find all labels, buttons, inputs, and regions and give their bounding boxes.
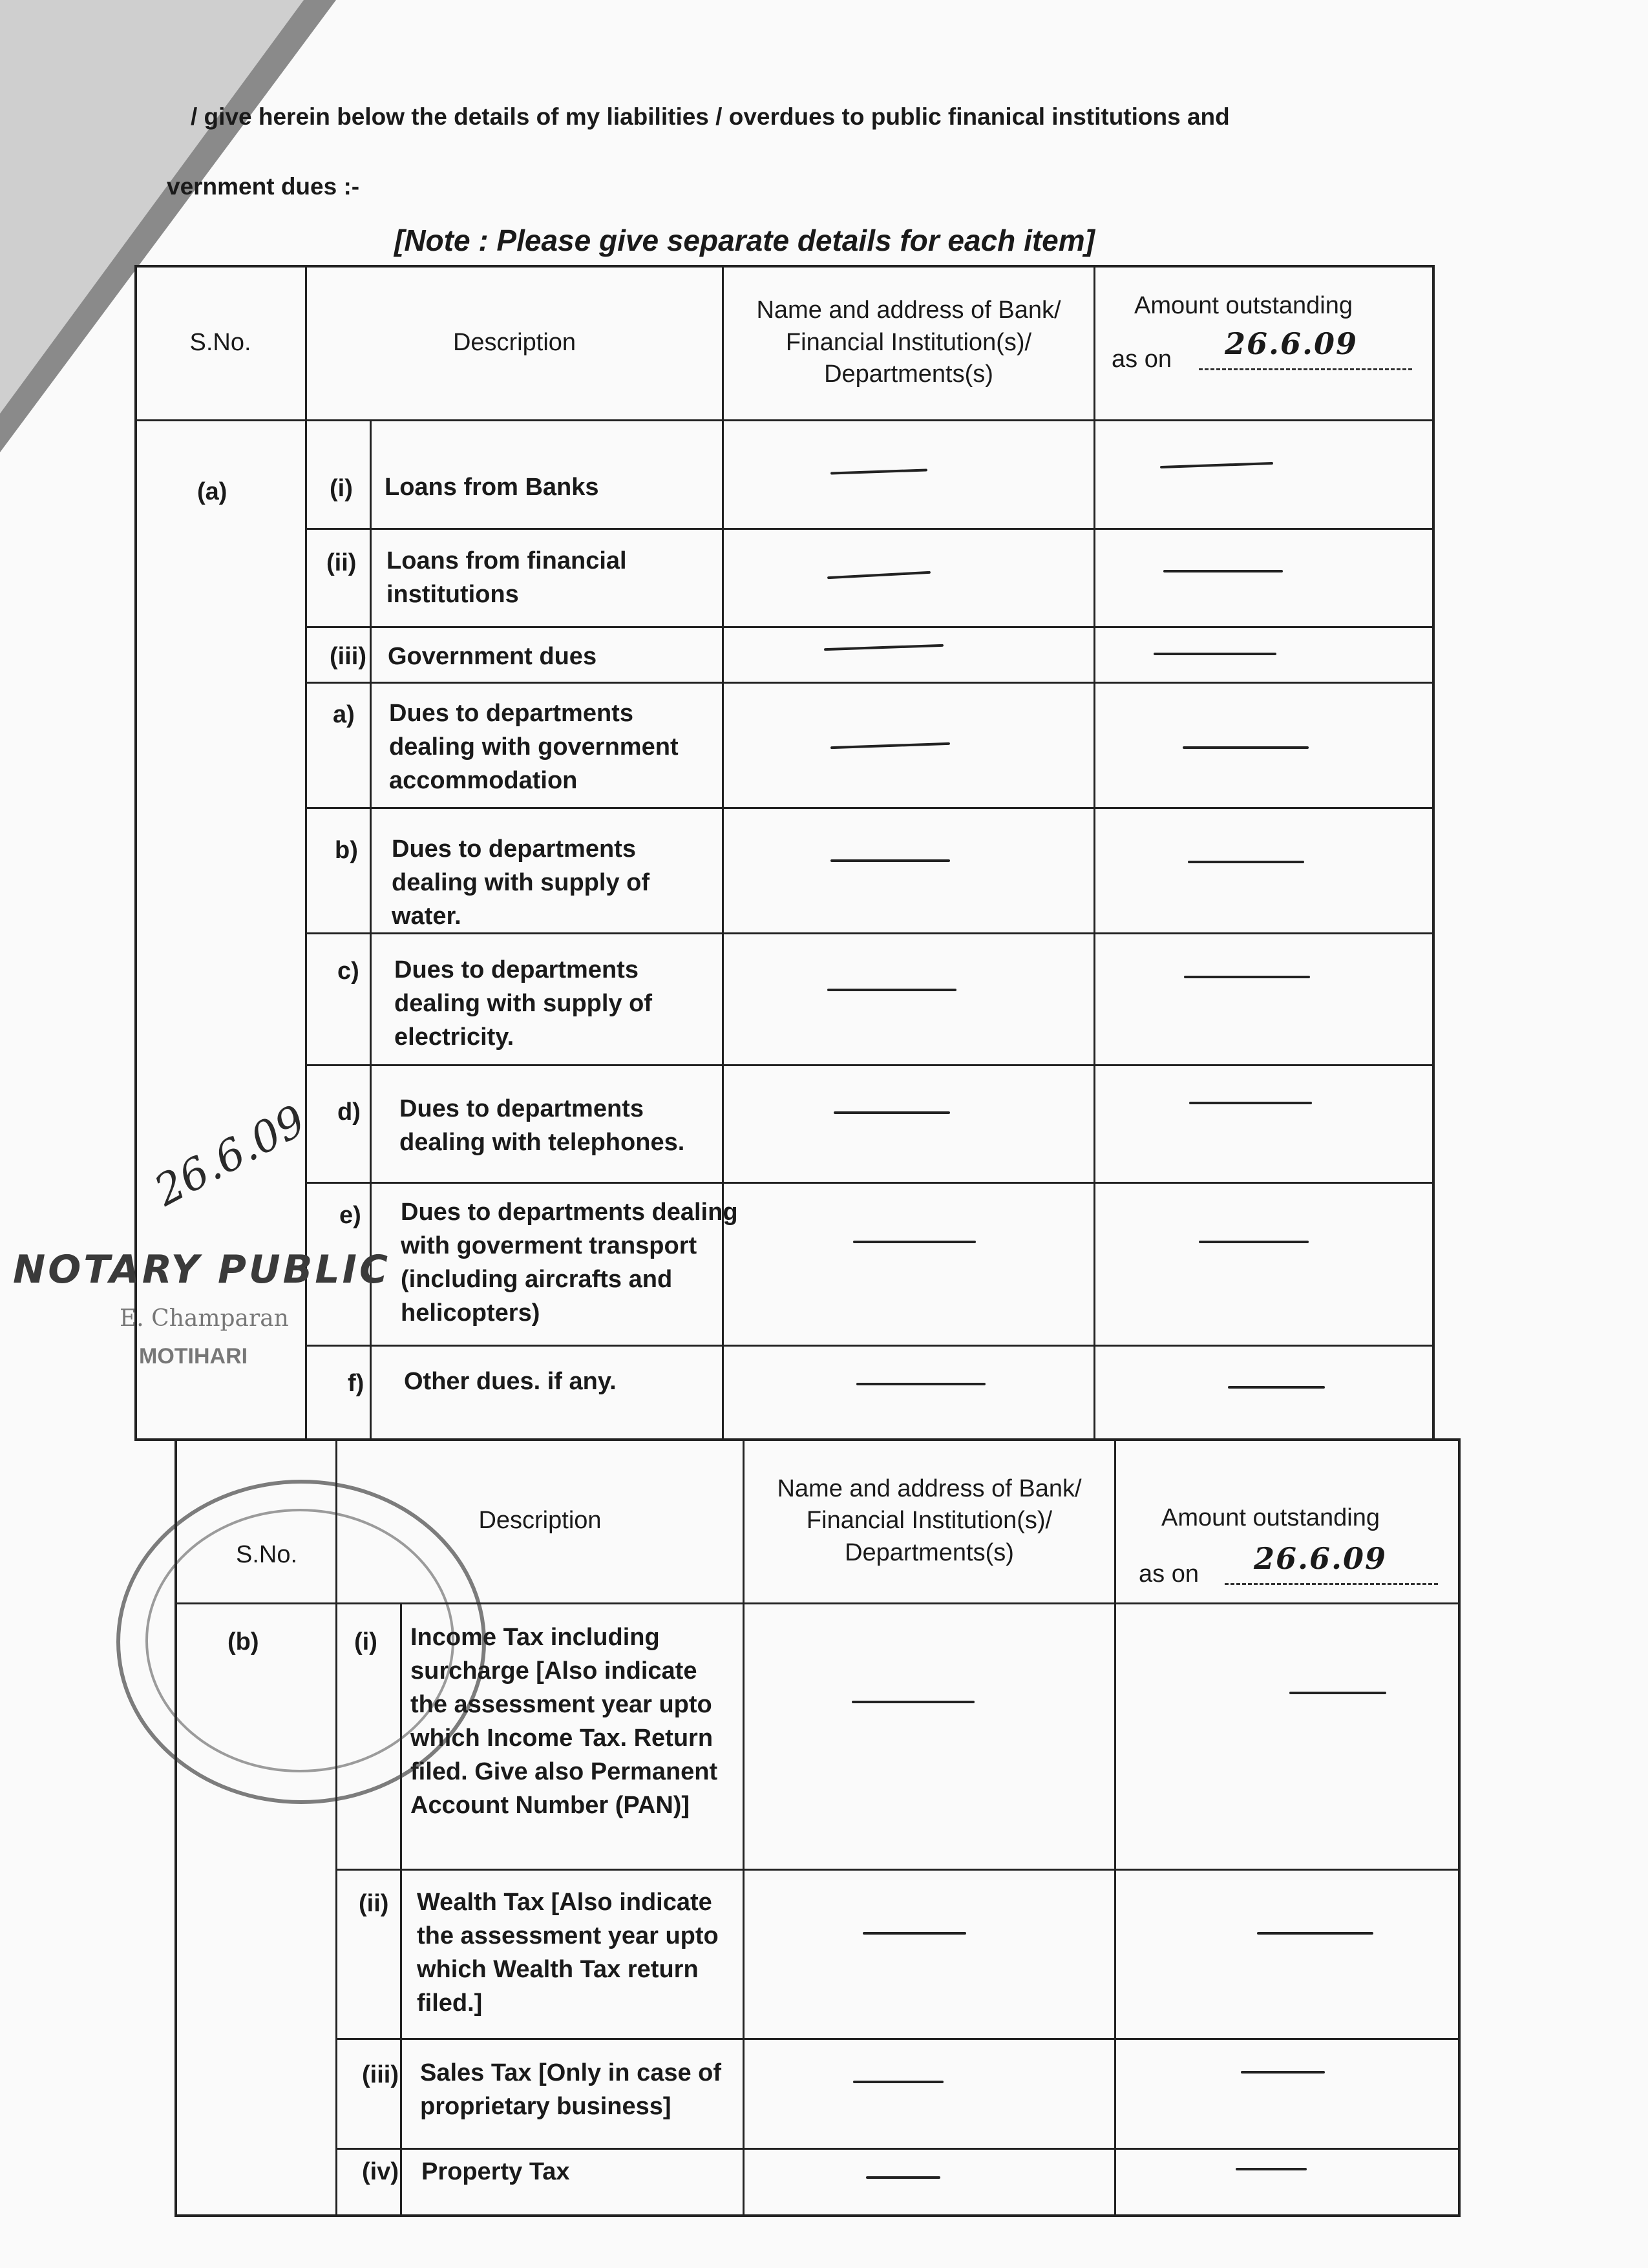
amount-dash [1241, 2071, 1325, 2074]
amount-dash [1189, 1102, 1312, 1104]
name-dash [852, 1701, 975, 1703]
as-on-label: as on [1112, 346, 1172, 373]
header-description: Description [307, 266, 724, 421]
row-description: Dues to departments dealing with telephones. [399, 1095, 685, 1156]
row-number: a) [333, 701, 355, 728]
b-sno-label: S.No. [236, 1541, 298, 1568]
b-as-on-dotline [1225, 1583, 1438, 1585]
b-as-on-date: 26.6.09 [1254, 1541, 1388, 1576]
amount-dash [1183, 746, 1309, 749]
header-name-address: Name and address of Bank/ Financial Institution(s)/ Departments(s) [724, 266, 1095, 421]
amount-label: Amount outstanding [1134, 292, 1353, 319]
header-sno: S.No. [136, 266, 307, 421]
row-number: f) [348, 1370, 364, 1397]
notary-public-stamp: NOTARY PUBLIC [13, 1247, 390, 1292]
name-dash [863, 1932, 966, 1935]
row-number: (ii) [359, 1890, 389, 1917]
intro-line-2: vernment dues :- [167, 173, 360, 200]
row-description: Loans from Banks [385, 474, 599, 501]
name-dash [834, 1111, 950, 1114]
row-number: b) [335, 837, 358, 864]
row-description: Government dues [388, 643, 597, 670]
section-b-label: (b) [227, 1628, 259, 1655]
row-number: c) [337, 958, 359, 985]
amount-dash [1228, 1386, 1325, 1389]
name-dash [856, 1383, 986, 1385]
intro-line-1: / give herein below the details of my liabilities / overdues to public finanical institutions and [191, 103, 1230, 130]
row-number: (iv) [362, 2158, 399, 2185]
name-dash [827, 989, 956, 991]
stamp-place-2: MOTIHARI [139, 1344, 248, 1369]
amount-dash [1154, 653, 1276, 655]
b-as-on-label: as on [1139, 1560, 1199, 1588]
b-header-description: Description [337, 1440, 745, 1604]
b-header-name-address: Name and address of Bank/ Financial Institution(s)/ Departments(s) [745, 1440, 1116, 1604]
row-description: Dues to departments dealing with supply of water. [392, 835, 650, 930]
stamp-place-1: E. Champaran [120, 1305, 289, 1332]
note-heading: [Note : Please give separate details for each item] [394, 224, 1095, 257]
amount-dash [1236, 2168, 1307, 2170]
row-number: d) [337, 1098, 361, 1126]
name-dash [853, 2081, 944, 2083]
amount-dash [1188, 861, 1304, 863]
notary-stamp-inner [145, 1509, 454, 1772]
row-description: Sales Tax [Only in case of proprietary business] [420, 2059, 722, 2120]
row-description: Income Tax including surcharge [Also indicate the assessment year upto which Income Tax. Return filed. Give also Permanent Account Number (PAN)] [410, 1624, 718, 1819]
row-description: Wealth Tax [Also indicate the assessment year upto which Wealth Tax return filed.] [417, 1889, 719, 2017]
row-description: Other dues. if any. [404, 1368, 617, 1395]
row-description: Dues to departments dealing with supply of electricity. [394, 956, 652, 1051]
amount-dash [1199, 1241, 1309, 1243]
row-description: Dues to departments dealing with goverment transport (including aircrafts and helicopters) [401, 1199, 738, 1327]
amount-dash [1289, 1692, 1386, 1694]
as-on-date: 26.6.09 [1225, 326, 1358, 361]
section-a-label: (a) [197, 478, 227, 505]
row-number: (iii) [330, 643, 366, 670]
name-dash [866, 2176, 940, 2179]
row-number: (iii) [362, 2061, 399, 2088]
row-description: Dues to departments dealing with government accommodation [389, 700, 679, 794]
row-number: (i) [330, 475, 353, 502]
name-dash [830, 859, 950, 862]
notary-signature-date: 26.6.09 [146, 1095, 314, 1216]
row-number: e) [339, 1202, 361, 1229]
amount-dash [1257, 1932, 1373, 1935]
as-on-dotline [1199, 368, 1412, 370]
row-description: Property Tax [421, 2158, 570, 2185]
amount-dash [1184, 976, 1310, 978]
amount-dash [1163, 570, 1283, 572]
row-number: (ii) [326, 549, 357, 576]
name-dash [853, 1241, 976, 1243]
amount-label: Amount outstanding [1161, 1504, 1380, 1531]
row-number: (i) [354, 1628, 377, 1655]
row-description: Loans from financial institutions [386, 547, 627, 608]
